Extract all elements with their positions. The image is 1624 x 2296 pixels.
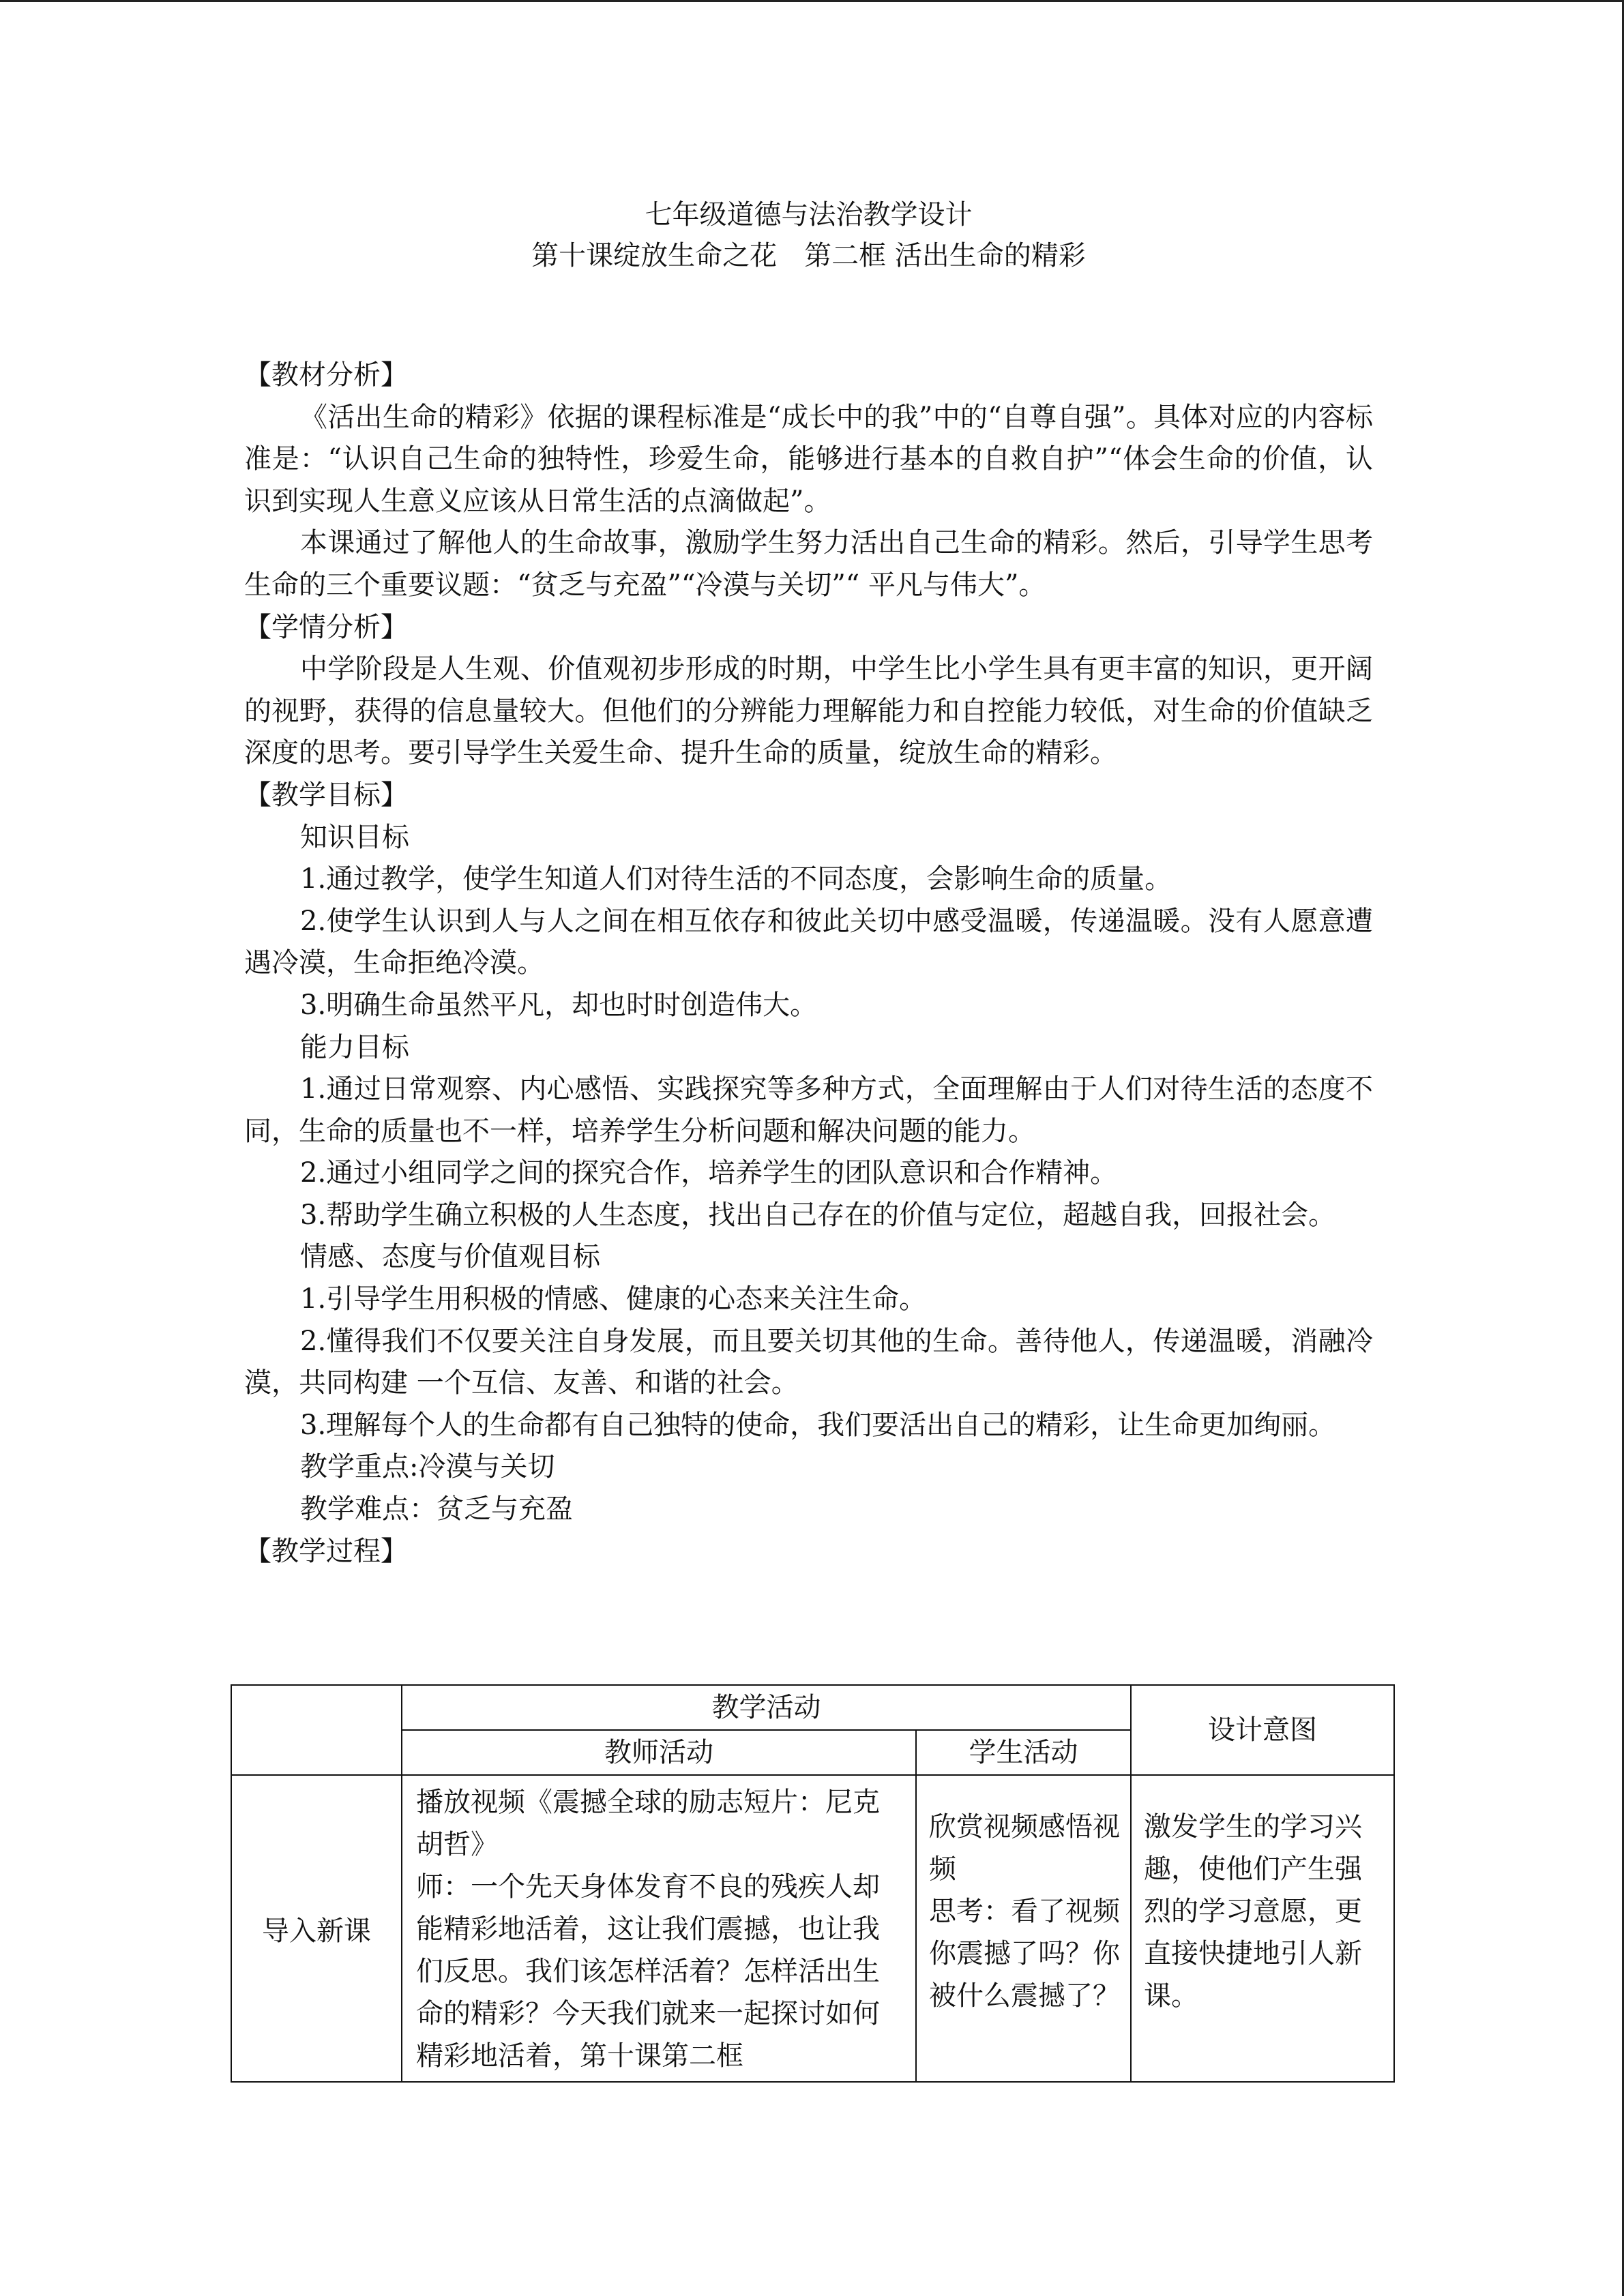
table-header-row-1 — [231, 1685, 1394, 1730]
teacher-activity-cell: 播放视频《震撼全球的励志短片：尼克胡哲》 师：一个先天身体发育不良的残疾人却能精彩地活着，这让我们震撼，也让我们反思。我们该怎样活着？怎样活出生命的精彩？今天我们就来一起探讨如何精彩地活着，第十课第二框 — [402, 1775, 916, 2082]
section-heading-textbook: 【教材分析】 — [244, 359, 408, 391]
ability-goal-2: 2.通过小组同学之间的探究合作，培养学生的团队意识和合作精神。 — [300, 1157, 1118, 1189]
section-heading-goals: 【教学目标】 — [244, 779, 408, 811]
page-subtitle: 第十课绽放生命之花 第二框 活出生命的精彩 — [531, 240, 1086, 271]
textbook-paragraph-1: 《活出生命的精彩》依据的课程标准是“成长中的我”中的“自尊自强”。具体对应的内容标准是：“认识自己生命的独特性，珍爱生命，能够进行基本的自救自护”“体会生命的价值，认识到实现人生意义应该从日常生活的点滴做起”。 — [244, 401, 1373, 517]
emotion-goal-title: 情感、态度与价值观目标 — [300, 1241, 600, 1273]
section-heading-process: 【教学过程】 — [244, 1535, 408, 1567]
header-teaching-activities: 教学活动 — [402, 1685, 1131, 1730]
knowledge-goal-1: 1.通过教学，使学生知道人们对待生活的不同态度，会影响生命的质量。 — [300, 863, 1172, 895]
ability-goal-1: 1.通过日常观察、内心感悟、实践探究等多种方式，全面理解由于人们对待生活的态度不同，生命的质量也不一样，培养学生分析问题和解决问题的能力。 — [244, 1073, 1373, 1147]
stage-label: 导入新课 — [231, 1775, 402, 2082]
emotion-goal-1: 1.引导学生用积极的情感、健康的心态来关注生命。 — [300, 1283, 927, 1315]
student-activity-cell: 欣赏视频感悟视频 思考：看了视频你震撼了吗？你被什么震撼了？ — [916, 1775, 1131, 2082]
textbook-paragraph-2: 本课通过了解他人的生命故事，激励学生努力活出自己生命的精彩。然后，引导学生思考生命的三个重要议题：“贫乏与充盈”“冷漠与关切”“ 平凡与伟大”。 — [244, 527, 1373, 601]
header-student-activity: 学生活动 — [916, 1730, 1131, 1775]
student-paragraph-1: 中学阶段是人生观、价值观初步形成的时期，中学生比小学生具有更丰富的知识，更开阔的视野，获得的信息量较大。但他们的分辨能力理解能力和自控能力较低，对生命的价值缺乏深度的思考。要引导学生关爱生命、提升生命的质量，绽放生命的精彩。 — [244, 653, 1373, 769]
table-row — [231, 1775, 1394, 2082]
section-heading-student: 【学情分析】 — [244, 611, 408, 643]
knowledge-goal-3: 3.明确生命虽然平凡，却也时时创造伟大。 — [300, 989, 818, 1021]
page-top-border — [0, 0, 1624, 2]
emotion-goal-3: 3.理解每个人的生命都有自己独特的使命，我们要活出自己的精彩，让生命更加绚丽。 — [300, 1409, 1336, 1441]
teaching-process-table — [231, 1684, 1395, 2083]
difficult-point: 教学难点：贫乏与充盈 — [300, 1493, 573, 1525]
knowledge-goal-2: 2.使学生认识到人与人之间在相互依存和彼此关切中感受温暖，传递温暖。没有人愿意遭遇冷漠，生命拒绝冷漠。 — [244, 905, 1373, 979]
ability-goal-title: 能力目标 — [300, 1031, 409, 1063]
header-teacher-activity: 教师活动 — [402, 1730, 916, 1775]
knowledge-goal-title: 知识目标 — [300, 821, 409, 853]
design-intent-cell: 激发学生的学习兴趣，使他们产生强烈的学习意愿，更直接快捷地引人新课。 — [1131, 1775, 1394, 2082]
header-design-intent: 设计意图 — [1131, 1685, 1394, 1775]
key-point: 教学重点:冷漠与关切 — [300, 1451, 555, 1483]
ability-goal-3: 3.帮助学生确立积极的人生态度，找出自己存在的价值与定位，超越自我，回报社会。 — [300, 1199, 1336, 1231]
emotion-goal-2: 2.懂得我们不仅要关注自身发展，而且要关切其他的生命。善待他人，传递温暖，消融冷漠，共同构建 一个互信、友善、和谐的社会。 — [244, 1325, 1373, 1399]
page-title: 七年级道德与法治教学设计 — [645, 199, 973, 230]
document-body — [244, 194, 1373, 1572]
table-corner-cell — [231, 1685, 402, 1775]
